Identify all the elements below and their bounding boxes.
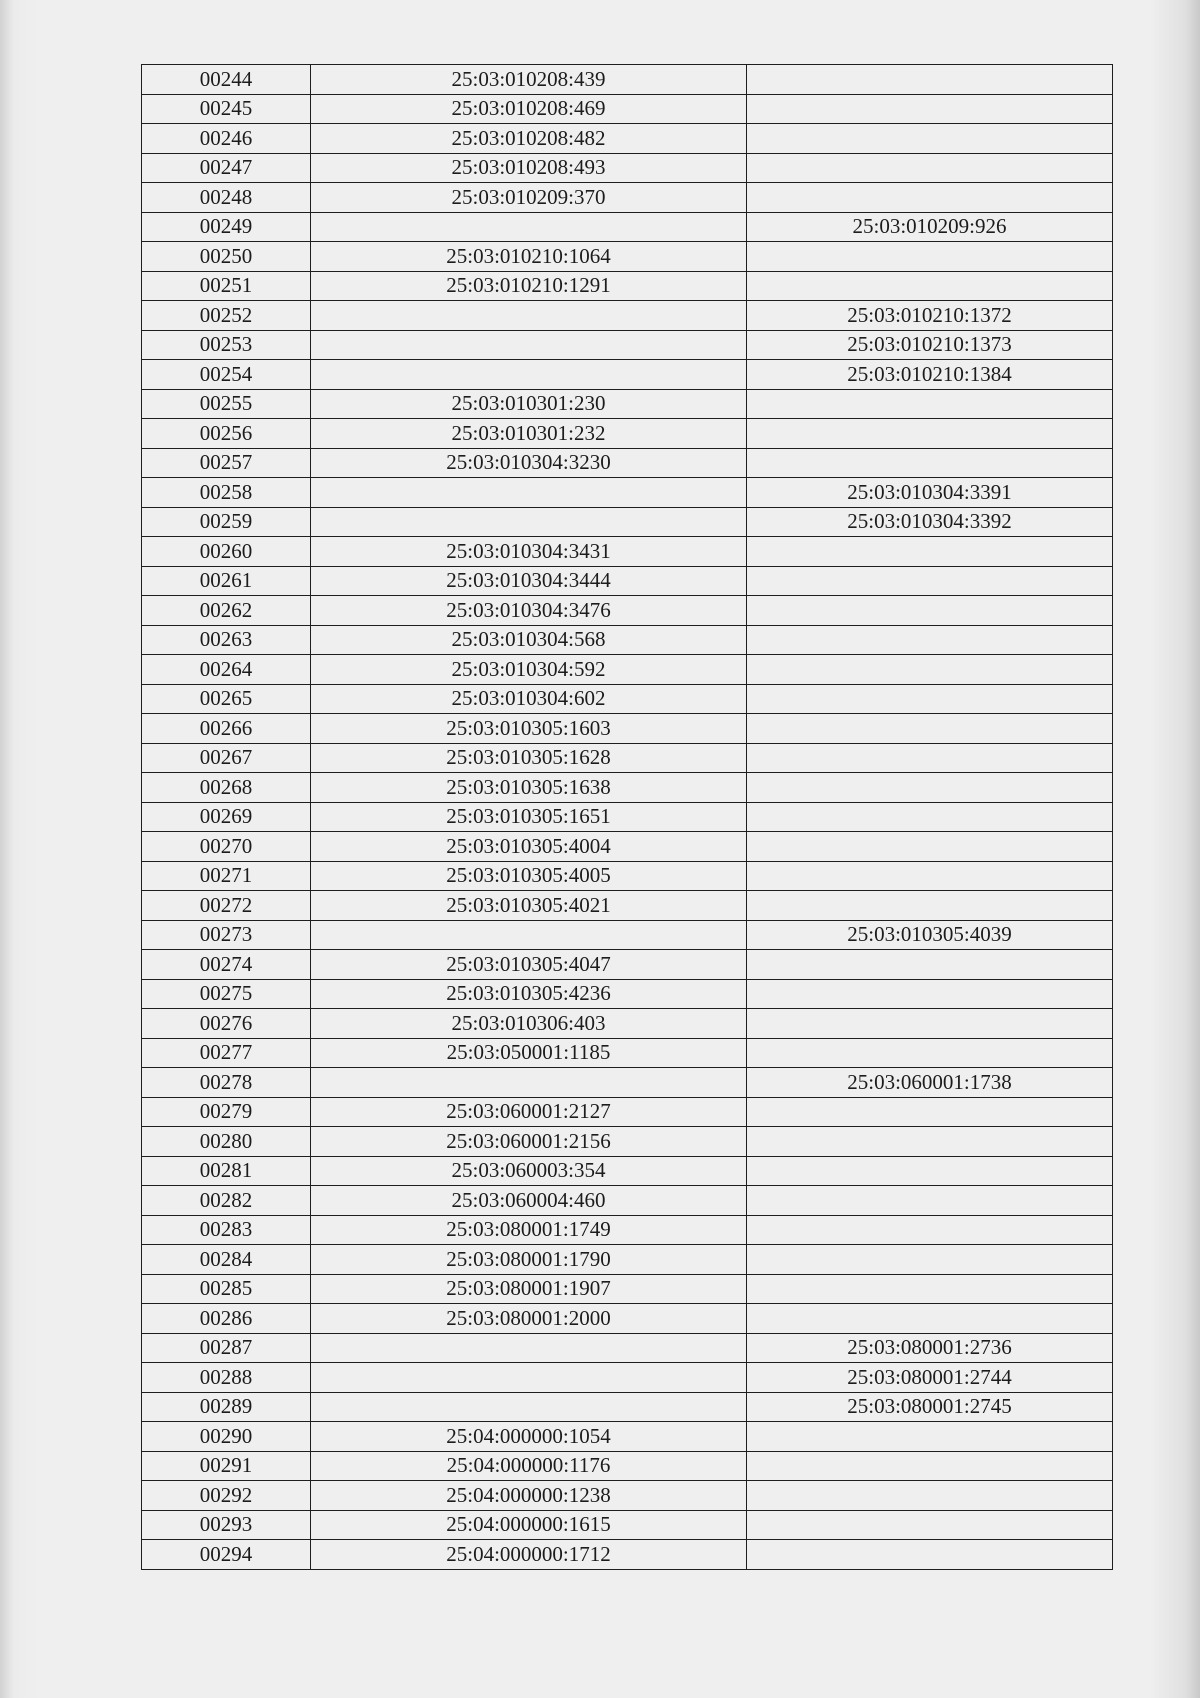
row-number-cell: 00292 [142,1481,311,1511]
cadastral-number-cell [311,1392,747,1422]
cadastral-number-cell: 25:03:050001:1185 [311,1038,747,1068]
secondary-cadastral-number-cell: 25:03:010210:1384 [747,360,1113,390]
table-row [142,625,1113,655]
table-row [142,743,1113,773]
secondary-cadastral-number-cell: 25:03:080001:2736 [747,1333,1113,1363]
secondary-cadastral-number-cell [747,1215,1113,1245]
secondary-cadastral-number-cell: 25:03:080001:2745 [747,1392,1113,1422]
table-row [142,950,1113,980]
secondary-cadastral-number-cell [747,537,1113,567]
secondary-cadastral-number-cell [747,153,1113,183]
row-number-cell: 00282 [142,1186,311,1216]
secondary-cadastral-number-cell [747,1097,1113,1127]
table-row [142,714,1113,744]
secondary-cadastral-number-cell [747,1481,1113,1511]
secondary-cadastral-number-cell [747,596,1113,626]
cadastral-number-cell: 25:03:010301:230 [311,389,747,419]
table-row [142,1363,1113,1393]
table-row [142,655,1113,685]
row-number-cell: 00249 [142,212,311,242]
row-number-cell: 00290 [142,1422,311,1452]
row-number-cell: 00280 [142,1127,311,1157]
secondary-cadastral-number-cell: 25:03:080001:2744 [747,1363,1113,1393]
cadastral-number-cell [311,1068,747,1098]
secondary-cadastral-number-cell: 25:03:060001:1738 [747,1068,1113,1098]
registry-table-container [141,64,1112,1570]
cadastral-number-cell: 25:03:010304:592 [311,655,747,685]
table-row [142,507,1113,537]
row-number-cell: 00265 [142,684,311,714]
secondary-cadastral-number-cell [747,1451,1113,1481]
secondary-cadastral-number-cell [747,1186,1113,1216]
secondary-cadastral-number-cell [747,979,1113,1009]
table-row [142,773,1113,803]
secondary-cadastral-number-cell [747,802,1113,832]
cadastral-number-cell: 25:04:000000:1054 [311,1422,747,1452]
row-number-cell: 00250 [142,242,311,272]
table-row [142,1127,1113,1157]
row-number-cell: 00285 [142,1274,311,1304]
table-row [142,419,1113,449]
row-number-cell: 00257 [142,448,311,478]
secondary-cadastral-number-cell [747,1038,1113,1068]
table-row [142,124,1113,154]
table-row [142,1068,1113,1098]
secondary-cadastral-number-cell [747,448,1113,478]
row-number-cell: 00269 [142,802,311,832]
table-row [142,330,1113,360]
table-row [142,537,1113,567]
secondary-cadastral-number-cell [747,65,1113,95]
table-row [142,301,1113,331]
secondary-cadastral-number-cell [747,1274,1113,1304]
row-number-cell: 00278 [142,1068,311,1098]
cadastral-number-cell: 25:03:010210:1291 [311,271,747,301]
row-number-cell: 00244 [142,65,311,95]
cadastral-number-cell: 25:03:080001:1907 [311,1274,747,1304]
row-number-cell: 00286 [142,1304,311,1334]
cadastral-number-cell [311,212,747,242]
row-number-cell: 00287 [142,1333,311,1363]
cadastral-number-cell: 25:03:010210:1064 [311,242,747,272]
cadastral-number-cell: 25:03:010208:482 [311,124,747,154]
table-row [142,183,1113,213]
secondary-cadastral-number-cell: 25:03:010210:1373 [747,330,1113,360]
table-row [142,1245,1113,1275]
cadastral-number-cell: 25:03:010305:1638 [311,773,747,803]
table-row [142,1333,1113,1363]
secondary-cadastral-number-cell [747,625,1113,655]
secondary-cadastral-number-cell [747,271,1113,301]
cadastral-number-cell: 25:03:010305:4005 [311,861,747,891]
table-row [142,389,1113,419]
cadastral-number-cell: 25:03:010305:4021 [311,891,747,921]
row-number-cell: 00291 [142,1451,311,1481]
secondary-cadastral-number-cell [747,94,1113,124]
row-number-cell: 00289 [142,1392,311,1422]
secondary-cadastral-number-cell [747,1127,1113,1157]
cadastral-number-cell: 25:03:060001:2127 [311,1097,747,1127]
secondary-cadastral-number-cell [747,1245,1113,1275]
cadastral-number-cell: 25:03:010305:4236 [311,979,747,1009]
row-number-cell: 00293 [142,1510,311,1540]
row-number-cell: 00260 [142,537,311,567]
secondary-cadastral-number-cell [747,1304,1113,1334]
row-number-cell: 00284 [142,1245,311,1275]
row-number-cell: 00253 [142,330,311,360]
cadastral-number-cell: 25:03:010209:370 [311,183,747,213]
table-row [142,1422,1113,1452]
secondary-cadastral-number-cell [747,655,1113,685]
row-number-cell: 00276 [142,1009,311,1039]
secondary-cadastral-number-cell: 25:03:010304:3391 [747,478,1113,508]
secondary-cadastral-number-cell [747,832,1113,862]
table-row [142,1510,1113,1540]
cadastral-number-cell: 25:04:000000:1176 [311,1451,747,1481]
cadastral-number-cell: 25:03:010301:232 [311,419,747,449]
cadastral-number-cell [311,507,747,537]
secondary-cadastral-number-cell [747,743,1113,773]
cadastral-number-cell: 25:03:080001:1749 [311,1215,747,1245]
row-number-cell: 00255 [142,389,311,419]
secondary-cadastral-number-cell [747,950,1113,980]
cadastral-number-cell [311,478,747,508]
row-number-cell: 00274 [142,950,311,980]
table-row [142,891,1113,921]
table-row [142,684,1113,714]
secondary-cadastral-number-cell [747,1156,1113,1186]
cadastral-number-cell [311,360,747,390]
row-number-cell: 00245 [142,94,311,124]
table-row [142,832,1113,862]
secondary-cadastral-number-cell: 25:03:010304:3392 [747,507,1113,537]
cadastral-number-cell: 25:03:080001:1790 [311,1245,747,1275]
table-row [142,448,1113,478]
row-number-cell: 00283 [142,1215,311,1245]
row-number-cell: 00256 [142,419,311,449]
row-number-cell: 00252 [142,301,311,331]
cadastral-number-cell: 25:03:010208:493 [311,153,747,183]
cadastral-number-cell: 25:03:010304:3230 [311,448,747,478]
cadastral-number-cell: 25:03:060003:354 [311,1156,747,1186]
table-row [142,1540,1113,1570]
table-row [142,920,1113,950]
row-number-cell: 00272 [142,891,311,921]
table-row [142,1304,1113,1334]
table-row [142,242,1113,272]
row-number-cell: 00259 [142,507,311,537]
secondary-cadastral-number-cell [747,861,1113,891]
cadastral-number-cell: 25:03:060004:460 [311,1186,747,1216]
table-row [142,1097,1113,1127]
row-number-cell: 00261 [142,566,311,596]
row-number-cell: 00273 [142,920,311,950]
secondary-cadastral-number-cell: 25:03:010305:4039 [747,920,1113,950]
table-row [142,1038,1113,1068]
row-number-cell: 00262 [142,596,311,626]
row-number-cell: 00288 [142,1363,311,1393]
table-row [142,1274,1113,1304]
table-row [142,1215,1113,1245]
secondary-cadastral-number-cell [747,124,1113,154]
cadastral-number-cell: 25:03:010305:1651 [311,802,747,832]
secondary-cadastral-number-cell [747,714,1113,744]
table-row [142,802,1113,832]
cadastral-number-cell: 25:03:010304:3444 [311,566,747,596]
cadastral-number-cell [311,1363,747,1393]
table-row [142,153,1113,183]
cadastral-number-cell: 25:04:000000:1238 [311,1481,747,1511]
secondary-cadastral-number-cell [747,183,1113,213]
table-row [142,861,1113,891]
cadastral-number-cell: 25:03:010304:3476 [311,596,747,626]
row-number-cell: 00266 [142,714,311,744]
row-number-cell: 00277 [142,1038,311,1068]
row-number-cell: 00263 [142,625,311,655]
row-number-cell: 00267 [142,743,311,773]
row-number-cell: 00254 [142,360,311,390]
table-row [142,596,1113,626]
table-row [142,1009,1113,1039]
cadastral-number-cell: 25:03:010304:568 [311,625,747,655]
table-row [142,360,1113,390]
row-number-cell: 00294 [142,1540,311,1570]
table-row [142,271,1113,301]
table-body [142,65,1113,1570]
cadastral-number-cell: 25:03:080001:2000 [311,1304,747,1334]
secondary-cadastral-number-cell: 25:03:010209:926 [747,212,1113,242]
row-number-cell: 00258 [142,478,311,508]
secondary-cadastral-number-cell: 25:03:010210:1372 [747,301,1113,331]
table-row [142,1481,1113,1511]
secondary-cadastral-number-cell [747,1510,1113,1540]
row-number-cell: 00247 [142,153,311,183]
cadastral-number-cell: 25:04:000000:1615 [311,1510,747,1540]
table-row [142,979,1113,1009]
table-row [142,566,1113,596]
cadastral-number-cell: 25:03:010305:1628 [311,743,747,773]
secondary-cadastral-number-cell [747,891,1113,921]
table-row [142,1186,1113,1216]
cadastral-number-table [141,64,1113,1570]
secondary-cadastral-number-cell [747,1422,1113,1452]
row-number-cell: 00246 [142,124,311,154]
table-row [142,212,1113,242]
secondary-cadastral-number-cell [747,566,1113,596]
table-row [142,1451,1113,1481]
secondary-cadastral-number-cell [747,242,1113,272]
row-number-cell: 00251 [142,271,311,301]
row-number-cell: 00271 [142,861,311,891]
table-row [142,94,1113,124]
cadastral-number-cell: 25:03:010208:439 [311,65,747,95]
secondary-cadastral-number-cell [747,1540,1113,1570]
row-number-cell: 00264 [142,655,311,685]
cadastral-number-cell: 25:04:000000:1712 [311,1540,747,1570]
table-row [142,478,1113,508]
cadastral-number-cell: 25:03:010304:3431 [311,537,747,567]
row-number-cell: 00275 [142,979,311,1009]
row-number-cell: 00248 [142,183,311,213]
secondary-cadastral-number-cell [747,389,1113,419]
secondary-cadastral-number-cell [747,684,1113,714]
cadastral-number-cell: 25:03:010208:469 [311,94,747,124]
table-row [142,65,1113,95]
cadastral-number-cell [311,301,747,331]
secondary-cadastral-number-cell [747,1009,1113,1039]
cadastral-number-cell [311,920,747,950]
row-number-cell: 00279 [142,1097,311,1127]
table-row [142,1156,1113,1186]
cadastral-number-cell [311,1333,747,1363]
row-number-cell: 00270 [142,832,311,862]
table-row [142,1392,1113,1422]
cadastral-number-cell: 25:03:010305:1603 [311,714,747,744]
secondary-cadastral-number-cell [747,773,1113,803]
cadastral-number-cell [311,330,747,360]
cadastral-number-cell: 25:03:010305:4004 [311,832,747,862]
row-number-cell: 00281 [142,1156,311,1186]
cadastral-number-cell: 25:03:060001:2156 [311,1127,747,1157]
cadastral-number-cell: 25:03:010306:403 [311,1009,747,1039]
cadastral-number-cell: 25:03:010304:602 [311,684,747,714]
cadastral-number-cell: 25:03:010305:4047 [311,950,747,980]
row-number-cell: 00268 [142,773,311,803]
secondary-cadastral-number-cell [747,419,1113,449]
